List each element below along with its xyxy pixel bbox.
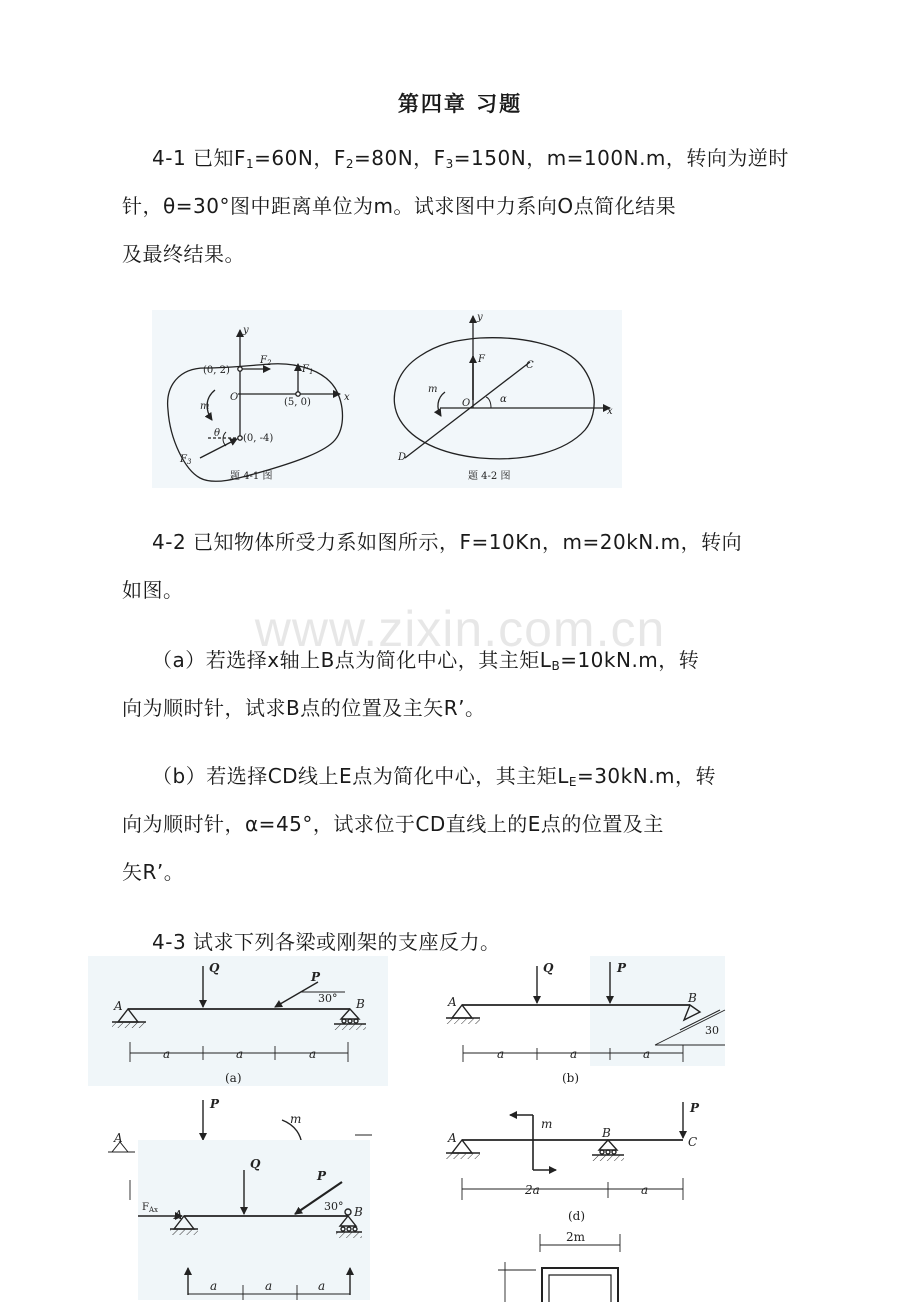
fig41-point-0-2: (0, 2) [203,365,230,376]
fig41-f3-label: $F_3$ [180,454,192,466]
fig41-f2-label: $F_2$ [260,355,272,367]
fig42-x-label: x [607,406,613,417]
fig43d-a: A [448,1131,457,1145]
fig43b-q: Q [543,961,554,975]
problem-4-2b: （b）若选择CD线上E点为简化中心，其主矩$L_E=30kN.m$，转 向为顺时针，α=45°，试求位于CD直线上的E点的位置及主 矢R’。 [122,764,717,884]
fig43c-q: Q [250,1157,261,1171]
fig41-f1-label: $F_1$ [302,364,314,376]
fig43b-caption: (b) [562,1071,580,1085]
fig43c-b: B [354,1205,363,1219]
fig43b-p: P [617,961,627,975]
fig42-f-label: F [478,354,485,365]
fig43b-dim3: a [643,1047,651,1061]
fig43d-p: P [690,1101,700,1115]
problem-4-1: 4-1 已知$F_1=60N$，$F_2=80N$，$F_3=150N$，m=100N.m，转向为逆时 针，θ=30°图中距离单位为m。试求图中力系向O点简化结果 及最终结果。 [122,146,789,266]
figure-4-1 [152,310,622,488]
fig41-x-label: x [344,392,350,403]
fig43a-b: B [356,997,365,1011]
fig41-point-0-m4: (0, -4) [243,433,274,444]
fig43a-dim2: a [236,1047,244,1061]
fig43d-caption: (d) [568,1209,586,1223]
fig41-theta-label: θ [214,428,221,439]
figure-4-3b [446,956,725,1066]
fig43c-angle: 30° [324,1200,344,1213]
figure-4-3e [498,1234,620,1302]
watermark: www.zixin.com.cn [254,601,666,657]
problem-4-2: 4-2 已知物体所受力系如图所示，F=10Kn，m=20kN.m，转向 如图。 [122,530,743,602]
fig42-y-label: y [477,312,483,323]
page-title: 第四章 习题 [397,92,523,116]
fig43d-dim-2a: 2a [525,1183,540,1197]
fig43d-b: B [602,1126,611,1140]
fig43a-dim3: a [309,1047,317,1061]
fig43c-dim3: a [318,1279,326,1293]
fig43c-p-top: P [210,1097,220,1111]
problem-4-2a: （a）若选择x轴上B点为简化中心，其主矩$L_B=10kN.m$，转 向为顺时针，试求B点的位置及主矢R’。 [122,648,700,720]
fig43a-dim1: a [163,1047,171,1061]
fig43c-a-small: A [114,1131,123,1145]
fig43a-a: A [114,999,123,1013]
fig43a-p: P [311,970,321,984]
fig43c-m: m [290,1112,302,1126]
fig43a-q: Q [209,961,220,975]
fig43c-p: P [317,1169,327,1183]
fig43b-a: A [448,995,457,1009]
fig42-c-label: C [526,360,534,371]
fig42-caption: 题 4-2 图 [468,471,511,482]
fig43d-c: C [688,1135,698,1149]
fig41-origin-label: O [230,392,239,403]
fig43b-angle: 30 [705,1024,719,1037]
fig43d-dim-a: a [641,1183,649,1197]
fig43d-m: m [541,1117,553,1131]
figure-4-3a [88,956,388,1086]
fig43a-caption: (a) [225,1071,242,1085]
fig42-alpha-label: α [500,394,507,405]
fig42-d-label: D [398,452,407,463]
fig43c-fax: $F_{Ax}$ [142,1202,158,1214]
fig43c-dim2: a [265,1279,273,1293]
fig43b-dim2: a [570,1047,578,1061]
fig43b-b: B [688,991,697,1005]
fig42-origin-label: O [462,398,471,409]
fig43a-angle: 30° [318,992,338,1005]
fig42-m-label: m [428,384,438,395]
fig43c-dim1: a [210,1279,218,1293]
fig41-moment-label: m [200,401,210,412]
fig41-y-label: y [243,325,249,336]
fig41-point-5-0: (5, 0) [284,397,311,408]
fig43e-dim: 2m [566,1230,586,1244]
fig41-caption: 题 4-1 图 [230,471,273,482]
problem-4-3: 4-3 试求下列各梁或刚架的支座反力。 [152,930,501,954]
fig43c-a: A [174,1208,183,1222]
fig43b-dim1: a [497,1047,505,1061]
